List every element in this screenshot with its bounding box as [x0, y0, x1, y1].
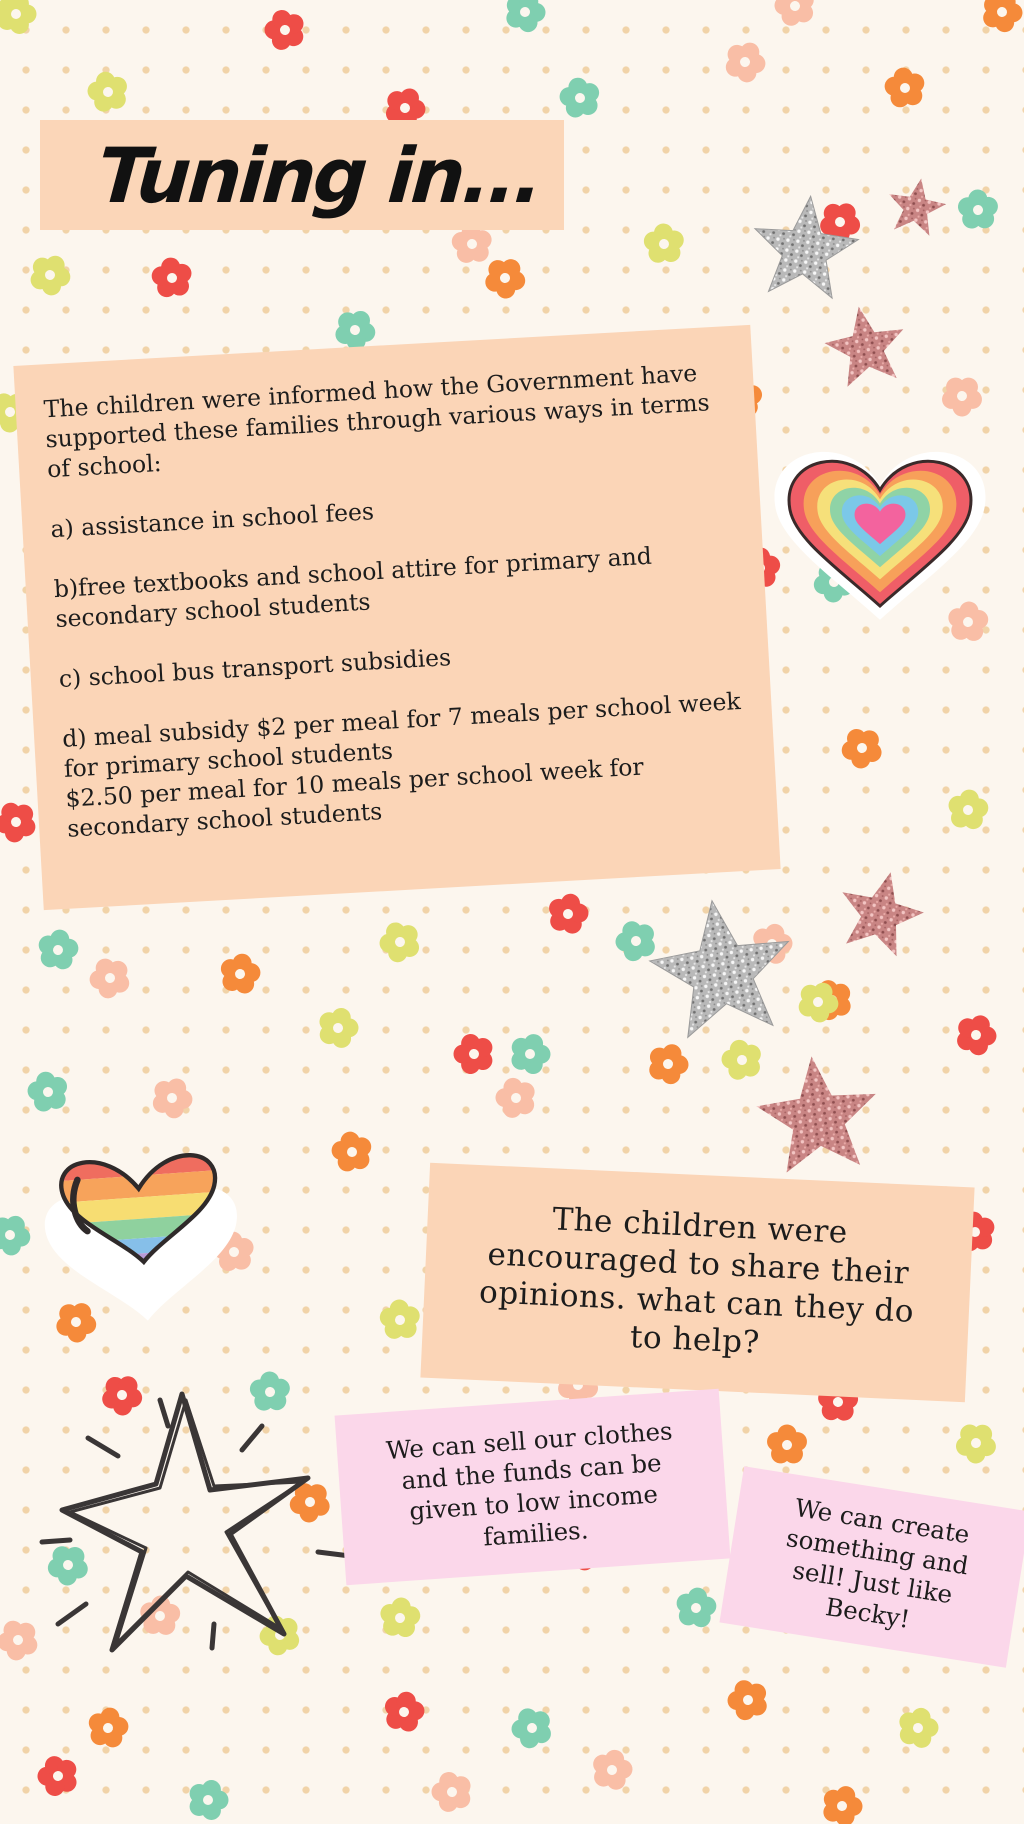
flower — [0, 1614, 45, 1667]
flower — [878, 61, 934, 117]
flower — [28, 252, 73, 298]
flower — [489, 1071, 544, 1126]
support-intro: The children were informed how the Government have supported these families through various ways in terms of school: — [43, 358, 711, 484]
flower — [0, 0, 37, 34]
page-title: Tuning in... — [94, 130, 544, 220]
flower — [760, 1418, 815, 1473]
flower — [893, 1704, 944, 1754]
flower — [145, 251, 201, 307]
flower — [511, 1034, 551, 1075]
support-item: b)free textbooks and school attire for primary and secondary school students — [53, 541, 653, 634]
flower — [425, 1765, 480, 1820]
flower — [837, 722, 889, 774]
flower — [938, 371, 987, 421]
flower — [0, 1212, 34, 1259]
flower — [542, 889, 594, 940]
flower — [649, 1043, 690, 1085]
title-banner — [40, 120, 564, 230]
flower — [956, 1014, 998, 1057]
idea-note-text: We can create something and sell! Just like Becky! — [784, 1492, 972, 1634]
support-item: a) assistance in school fees — [49, 497, 375, 544]
flower — [952, 1418, 1002, 1468]
flower — [587, 1745, 639, 1796]
flower — [768, 0, 823, 34]
flower — [374, 916, 428, 970]
flower — [378, 1687, 430, 1739]
flower — [243, 1365, 298, 1420]
flower — [722, 1673, 776, 1728]
flower — [54, 1298, 101, 1346]
flower — [373, 1293, 429, 1348]
support-item: c) school bus transport subsidies — [58, 643, 452, 693]
flower — [31, 1749, 86, 1804]
flower — [506, 1701, 560, 1755]
flower — [941, 596, 995, 650]
flower — [190, 1780, 229, 1820]
rainbow-heart-striped — [40, 1145, 244, 1327]
glitter-star-silver — [643, 891, 800, 1041]
flower — [637, 217, 693, 272]
flower — [724, 40, 768, 85]
flower — [285, 1476, 336, 1528]
flower — [374, 1592, 428, 1646]
flower — [447, 1027, 502, 1082]
flower — [951, 183, 1006, 238]
idea-note-sell-clothes — [335, 1389, 731, 1585]
flower — [81, 65, 137, 121]
government-support-card — [13, 325, 780, 910]
flower — [99, 1371, 147, 1420]
rainbow-heart-concentric — [775, 452, 986, 620]
flower — [942, 784, 996, 837]
flower — [0, 796, 43, 849]
flower — [82, 1703, 135, 1755]
flower — [258, 3, 313, 58]
flower — [32, 925, 85, 978]
flower — [21, 1065, 77, 1121]
support-item: d) meal subsidy $2 per meal for 7 meals per school week for primary school students $2.50 per meal for 10 meals per school week for secondary school students — [61, 686, 742, 843]
flower — [44, 1540, 95, 1591]
flower — [325, 1125, 381, 1181]
flower — [313, 1004, 363, 1054]
flower — [982, 0, 1024, 33]
flower — [214, 949, 267, 1001]
opinion-prompt-text: The children were encouraged to share their opinions. what can they do to help? — [478, 1200, 915, 1361]
opinion-prompt-card — [420, 1163, 974, 1403]
glitter-star-rose — [752, 173, 950, 1175]
flower — [823, 1785, 863, 1824]
flower — [151, 1076, 194, 1120]
flower — [84, 952, 137, 1006]
flower — [670, 1582, 724, 1635]
flower — [715, 1033, 770, 1089]
flower — [553, 71, 609, 127]
idea-note-text: We can sell our clothes and the funds can be given to low income families. — [385, 1416, 674, 1552]
flower — [482, 254, 529, 302]
sketch-star-burst — [42, 1394, 350, 1650]
flower — [506, 0, 546, 33]
